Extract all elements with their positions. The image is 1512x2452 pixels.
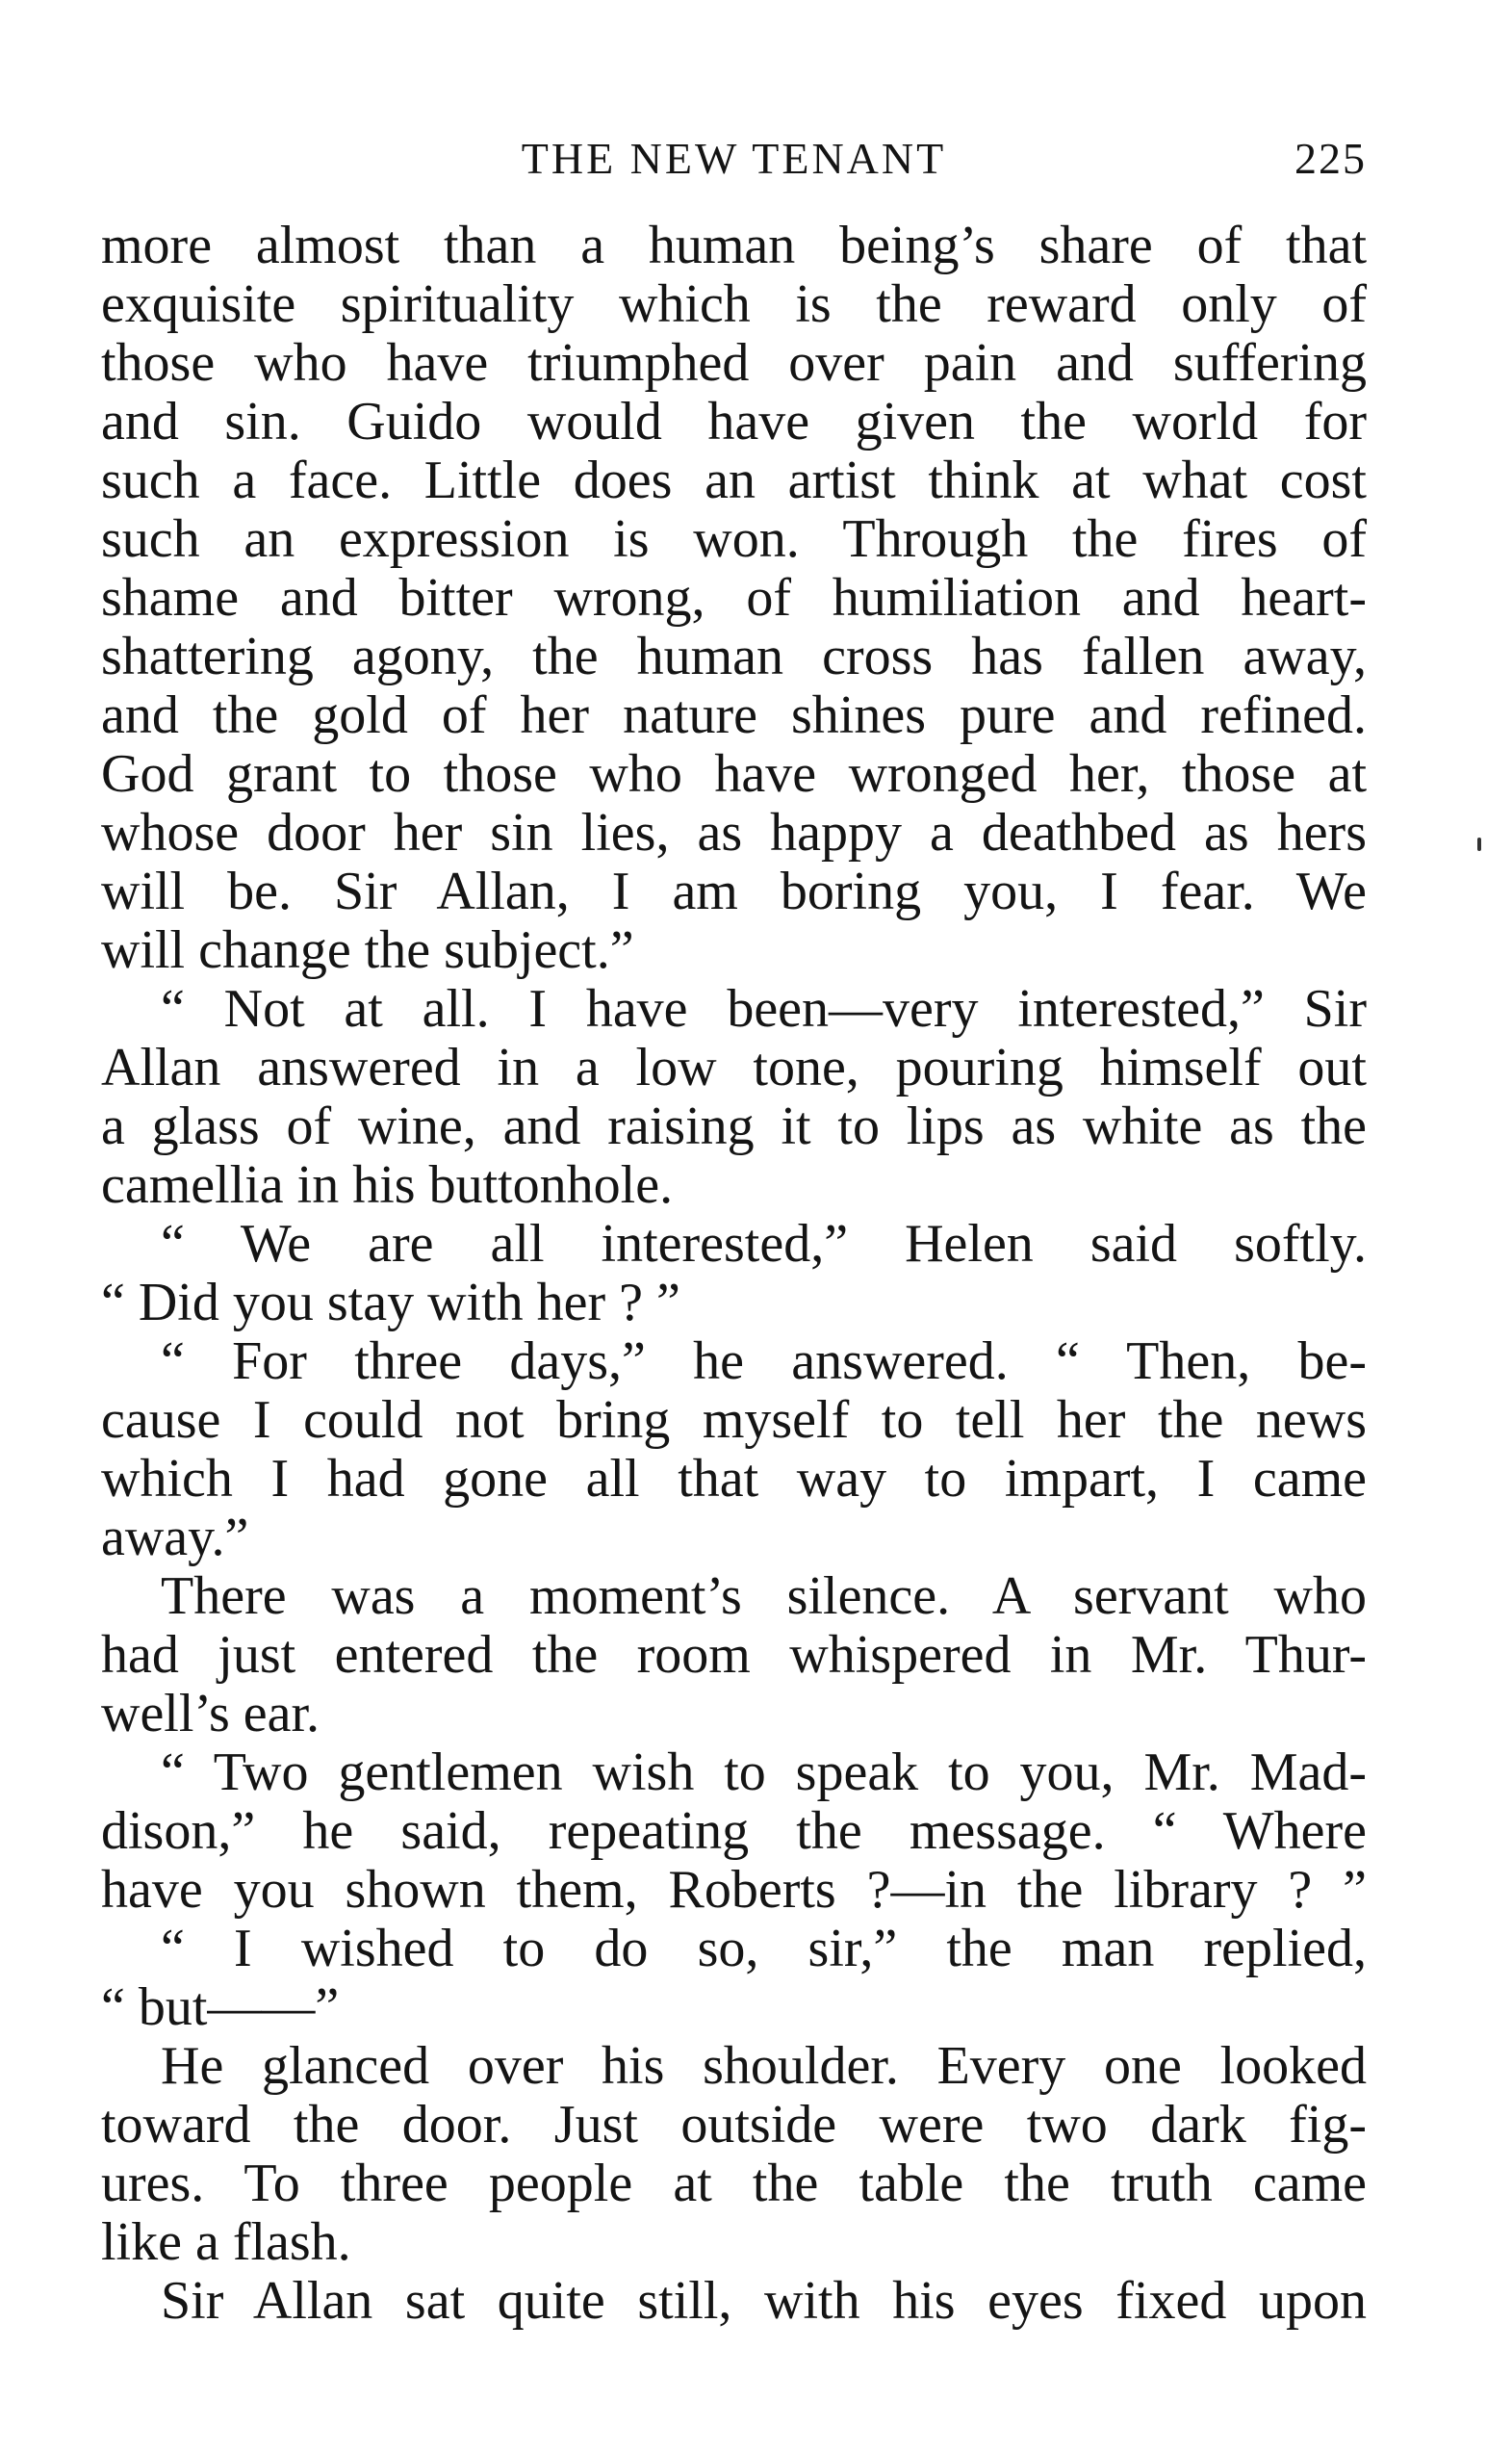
text-line: which I had gone all that way to impart, I came: [101, 1449, 1367, 1509]
text-line: He glanced over his shoulder. Every one looked: [161, 2036, 1367, 2096]
text-line: more almost than a human being’s share of that: [101, 216, 1367, 275]
text-line: “ Two gentlemen wish to speak to you, Mr. Mad-: [161, 1742, 1367, 1802]
text-line: had just entered the room whispered in Mr. Thur-: [101, 1625, 1367, 1685]
text-line: exquisite spirituality which is the reward only of: [101, 274, 1367, 334]
text-line: away.”: [101, 1508, 249, 1567]
text-line: whose door her sin lies, as happy a deathbed as hers: [101, 803, 1367, 863]
text-line: “ For three days,” he answered. “ Then, be-: [161, 1331, 1367, 1391]
body-text: [101, 217, 1367, 2331]
text-line: Allan answered in a low tone, pouring himself out: [101, 1038, 1367, 1097]
text-line: “ We are all interested,” Helen said softly.: [161, 1214, 1367, 1274]
text-line: shame and bitter wrong, of humiliation and heart-: [101, 568, 1367, 628]
text-line: Sir Allan sat quite still, with his eyes fixed upon: [161, 2271, 1367, 2331]
text-line: “ Not at all. I have been—very interested,” Sir: [161, 979, 1367, 1039]
text-line: shattering agony, the human cross has fallen away,: [101, 627, 1367, 686]
text-line: will change the subject.”: [101, 920, 634, 980]
text-line: have you shown them, Roberts ?—in the library ? ”: [101, 1860, 1367, 1920]
text-line: such an expression is won. Through the fires of: [101, 509, 1367, 569]
text-line: “ but——”: [101, 1977, 340, 2037]
text-line: well’s ear.: [101, 1684, 320, 1743]
text-line: such a face. Little does an artist think at what cost: [101, 451, 1367, 510]
text-line: and the gold of her nature shines pure and refined.: [101, 685, 1367, 745]
ink-speck: [1477, 838, 1481, 851]
text-line: will be. Sir Allan, I am boring you, I fear. We: [101, 862, 1367, 921]
text-line: “ Did you stay with her ? ”: [101, 1273, 680, 1332]
page-number: 225: [1294, 134, 1367, 183]
text-line: “ I wished to do so, sir,” the man replied,: [161, 1919, 1367, 1978]
text-line: There was a moment’s silence. A servant who: [161, 1566, 1367, 1626]
page-header: [101, 120, 1367, 197]
text-line: God grant to those who have wronged her, those at: [101, 744, 1367, 804]
text-line: toward the door. Just outside were two dark fig-: [101, 2095, 1367, 2155]
running-title: THE NEW TENANT: [521, 134, 947, 183]
text-line: dison,” he said, repeating the message. “ Where: [101, 1801, 1367, 1861]
text-line: cause I could not bring myself to tell her the news: [101, 1390, 1367, 1450]
text-line: a glass of wine, and raising it to lips as white as the: [101, 1097, 1367, 1156]
text-line: and sin. Guido would have given the world for: [101, 392, 1367, 452]
text-line: like a flash.: [101, 2212, 351, 2272]
text-line: those who have triumphed over pain and suffering: [101, 333, 1367, 393]
text-line: ures. To three people at the table the truth came: [101, 2154, 1367, 2213]
text-line: camellia in his buttonhole.: [101, 1155, 674, 1215]
